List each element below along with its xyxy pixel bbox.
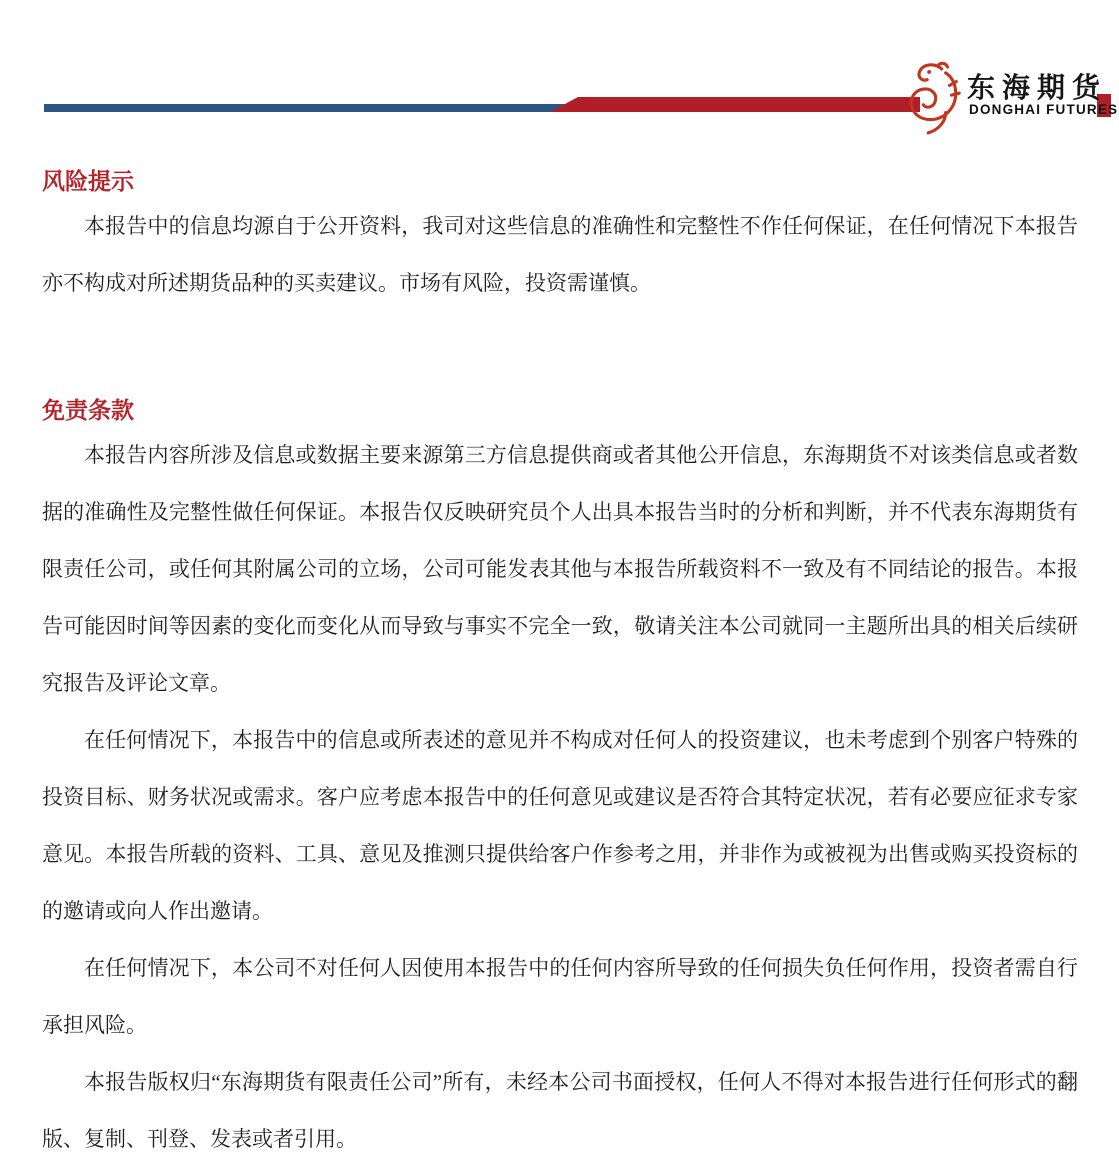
- document-content: [42, 0, 1078, 1168]
- section-heading-disclaimer: 免责条款: [42, 398, 134, 423]
- disclaimer-paragraph-1: 本报告内容所涉及信息或数据主要来源第三方信息提供商或者其他公开信息，东海期货不对该类信息或者数据的准确性及完整性做任何保证。本报告仅反映研究员个人出具本报告当时的分析和判断，并不代表东海期货有限责任公司，或任何其附属公司的立场，公司可能发表其他与本报告所载资料不一致及有不同结论的报告。本报告可能因时间等因素的变化而变化从而导致与事实不完全一致，敬请关注本公司就同一主题所出具的相关后续研究报告及评论文章。: [42, 443, 1078, 695]
- logo-cn-text: 东海期货: [967, 73, 1108, 104]
- logo-en-text: DONGHAI FUTURES: [969, 102, 1119, 117]
- disclaimer-paragraph-2: 在任何情况下，本报告中的信息或所表述的意见并不构成对任何人的投资建议，也未考虑到个别客户特殊的投资目标、财务状况或需求。客户应考虑本报告中的任何意见或建议是否符合其特定状况，若有必要应征求专家意见。本报告所载的资料、工具、意见及推测只提供给客户作参考之用，并非作为或被视为出售或购买投资标的的邀请或向人作出邀请。: [42, 728, 1078, 923]
- disclaimer-paragraph-3: 在任何情况下，本公司不对任何人因使用本报告中的任何内容所导致的任何损失负任何作用，投资者需自行承担风险。: [42, 956, 1078, 1037]
- risk-paragraph: 本报告中的信息均源自于公开资料，我司对这些信息的准确性和完整性不作任何保证，在任何情况下本报告亦不构成对所述期货品种的买卖建议。市场有风险，投资需谨慎。: [42, 214, 1078, 295]
- disclaimer-paragraph-4: 本报告版权归“东海期货有限责任公司”所有，未经本公司书面授权，任何人不得对本报告进行任何形式的翻版、复制、刊登、发表或者引用。: [42, 1070, 1078, 1151]
- section-heading-risk: 风险提示: [42, 169, 134, 194]
